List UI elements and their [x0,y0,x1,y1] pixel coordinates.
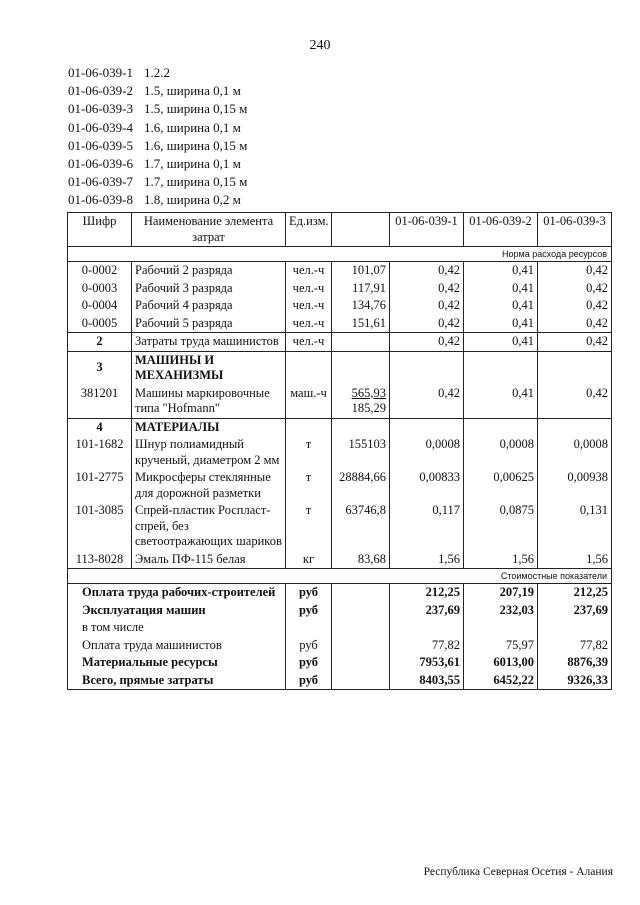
row-v1: 0,42 [390,333,464,352]
code-row [68,82,247,100]
cost-unit: руб [286,637,332,655]
row-unit: чел.-ч [286,280,332,298]
row-v3: 0,0008 [538,436,612,469]
row-v2: 0,0875 [464,502,538,551]
row-v2: 0,41 [464,385,538,419]
table-row [68,297,612,315]
row-unit: т [286,436,332,469]
empty-cell [390,418,464,436]
row-v3: 0,42 [538,297,612,315]
cost-name: Оплата труда машинистов [68,637,286,655]
table-row [68,551,612,569]
row-unit: маш.-ч [286,385,332,419]
table-header [68,213,612,247]
cost-v2: 207,19 [464,584,538,602]
empty-cell [286,351,332,385]
row-name: Рабочий 4 разряда [132,297,286,315]
cost-v1: 8403,55 [390,672,464,690]
row-code: 0-0002 [68,262,132,280]
table-row [68,333,612,352]
row-v2: 0,41 [464,315,538,333]
row-unit: чел.-ч [286,297,332,315]
code-id: 01-06-039-1 [68,65,133,80]
cost-row [68,672,612,690]
code-desc: 1.5, ширина 0,1 м [144,83,241,99]
row-v1: 1,56 [390,551,464,569]
section-code: 4 [68,418,132,436]
norm-caption: Норма расхода ресурсов [68,247,612,262]
cost-v2: 6452,22 [464,672,538,690]
code-desc: 1.8, ширина 0,2 м [144,192,241,208]
row-code: 101-1682 [68,436,132,469]
row-price [332,385,390,419]
cost-v3: 212,25 [538,584,612,602]
row-unit: чел.-ч [286,333,332,352]
row-v3: 1,56 [538,551,612,569]
cost-unit: руб [286,602,332,620]
empty-cell [286,418,332,436]
section-row [68,351,612,385]
code-row [68,119,247,137]
row-name: Машины маркировочные типа "Hofmann" [132,385,286,419]
code-row [68,173,247,191]
cost-v2: 6013,00 [464,654,538,672]
table-row [68,436,612,469]
table-row [68,262,612,280]
empty-cell [332,418,390,436]
row-code: 101-3085 [68,502,132,551]
row-name: Рабочий 2 разряда [132,262,286,280]
row-price: 151,61 [332,315,390,333]
row-v2: 0,41 [464,262,538,280]
cost-name: Оплата труда рабочих-строителей [68,584,286,602]
row-code: 101-2775 [68,469,132,502]
price-secondary: 185,29 [351,401,386,415]
empty-cell [538,619,612,637]
resource-table [67,212,612,690]
cost-v1: 77,82 [390,637,464,655]
row-v2: 0,00625 [464,469,538,502]
table-row [68,502,612,551]
row-v3: 0,42 [538,315,612,333]
row-v1: 0,42 [390,262,464,280]
row-name: Затраты труда машинистов [132,333,286,352]
row-price [332,333,390,352]
row-price: 117,91 [332,280,390,298]
row-price: 134,76 [332,297,390,315]
code-row [68,64,247,82]
empty-cell [332,351,390,385]
cost-v3: 9326,33 [538,672,612,690]
cost-row [68,619,612,637]
row-unit: чел.-ч [286,262,332,280]
cost-row [68,602,612,620]
row-name: Эмаль ПФ-115 белая [132,551,286,569]
row-code: 2 [68,333,132,352]
cost-v3: 237,69 [538,602,612,620]
code-desc: 1.7, ширина 0,1 м [144,156,241,172]
row-unit: т [286,502,332,551]
row-code: 0-0003 [68,280,132,298]
empty-cell [464,418,538,436]
empty-cell [332,654,390,672]
row-unit: чел.-ч [286,315,332,333]
row-name: Микросферы стеклянные для дорожной разметки [132,469,286,502]
row-v2: 0,41 [464,280,538,298]
row-price: 155103 [332,436,390,469]
row-v2: 0,0008 [464,436,538,469]
code-desc: 1.6, ширина 0,15 м [144,137,248,153]
table-row [68,315,612,333]
row-v3: 0,42 [538,385,612,419]
code-id: 01-06-039-5 [68,137,133,153]
section-title: МАШИНЫ И МЕХАНИЗМЫ [132,351,286,385]
page-number: 240 [309,38,331,53]
row-unit: кг [286,551,332,569]
row-name: Рабочий 3 разряда [132,280,286,298]
row-v3: 0,131 [538,502,612,551]
cost-caption: Стоимостные показатели [68,569,612,584]
header-price [332,213,390,247]
row-v2: 1,56 [464,551,538,569]
cost-v2: 232,03 [464,602,538,620]
empty-cell [390,619,464,637]
row-name: Спрей-пластик Роспласт-спрей, без светоотражающих шариков [132,502,286,551]
row-v2: 0,41 [464,333,538,352]
row-price: 28884,66 [332,469,390,502]
section-row [68,418,612,436]
code-id: 01-06-039-6 [68,156,133,172]
row-code: 113-8028 [68,551,132,569]
cost-name: Эксплуатация машин [68,602,286,620]
code-desc: 1.2.2 [144,65,170,80]
table-row [68,469,612,502]
header-col3: 01-06-039-3 [538,213,612,247]
row-code: 381201 [68,385,132,419]
row-price: 63746,8 [332,502,390,551]
row-name: Шнур полиамидный крученый, диаметром 2 мм [132,436,286,469]
code-id: 01-06-039-8 [68,192,133,208]
table-row [68,385,612,419]
row-v1: 0,0008 [390,436,464,469]
row-v1: 0,42 [390,280,464,298]
row-v2: 0,41 [464,297,538,315]
header-col1: 01-06-039-1 [390,213,464,247]
cost-v3: 8876,39 [538,654,612,672]
row-v1: 0,117 [390,502,464,551]
cost-name: Всего, прямые затраты [68,672,286,690]
header-unit: Ед.изм. [286,213,332,247]
empty-cell [390,351,464,385]
section-code: 3 [68,351,132,385]
row-price: 83,68 [332,551,390,569]
row-v3: 0,42 [538,333,612,352]
code-desc: 1.6, ширина 0,1 м [144,119,241,135]
code-row [68,100,247,118]
code-row [68,137,247,155]
cost-unit: руб [286,584,332,602]
cost-v1: 212,25 [390,584,464,602]
code-row [68,191,247,209]
cost-v2: 75,97 [464,637,538,655]
row-code: 0-0004 [68,297,132,315]
code-id: 01-06-039-2 [68,83,133,99]
section-title: МАТЕРИАЛЫ [132,418,286,436]
empty-cell [538,418,612,436]
row-name: Рабочий 5 разряда [132,315,286,333]
row-v1: 0,42 [390,315,464,333]
code-id: 01-06-039-3 [68,101,133,117]
cost-v1: 7953,61 [390,654,464,672]
row-v3: 0,42 [538,280,612,298]
empty-cell [332,619,390,637]
price-main: 565,93 [351,385,386,400]
cost-row [68,654,612,672]
cost-unit: руб [286,672,332,690]
row-price: 101,07 [332,262,390,280]
cost-v3: 77,82 [538,637,612,655]
cost-caption-row [68,569,612,584]
empty-cell [286,619,332,637]
code-desc: 1.7, ширина 0,15 м [144,174,248,190]
cost-row [68,637,612,655]
row-v3: 0,42 [538,262,612,280]
page-footer: Республика Северная Осетия - Алания [423,866,613,878]
code-row [68,155,247,173]
code-list [68,64,247,210]
empty-cell [332,602,390,620]
cost-incl: в том числе [68,619,286,637]
empty-cell [538,351,612,385]
empty-cell [332,584,390,602]
row-v1: 0,42 [390,297,464,315]
norm-caption-row [68,247,612,262]
row-code: 0-0005 [68,315,132,333]
cost-row [68,584,612,602]
row-v1: 0,00833 [390,469,464,502]
code-id: 01-06-039-4 [68,119,133,135]
cost-v1: 237,69 [390,602,464,620]
header-code: Шифр [68,213,132,247]
table-row [68,280,612,298]
empty-cell [464,351,538,385]
cost-unit: руб [286,654,332,672]
empty-cell [464,619,538,637]
header-name: Наименование элемента затрат [132,213,286,247]
row-v1: 0,42 [390,385,464,419]
row-v3: 0,00938 [538,469,612,502]
empty-cell [332,672,390,690]
cost-name: Материальные ресурсы [68,654,286,672]
header-col2: 01-06-039-2 [464,213,538,247]
code-desc: 1.5, ширина 0,15 м [144,101,248,117]
row-unit: т [286,469,332,502]
code-id: 01-06-039-7 [68,174,133,190]
empty-cell [332,637,390,655]
